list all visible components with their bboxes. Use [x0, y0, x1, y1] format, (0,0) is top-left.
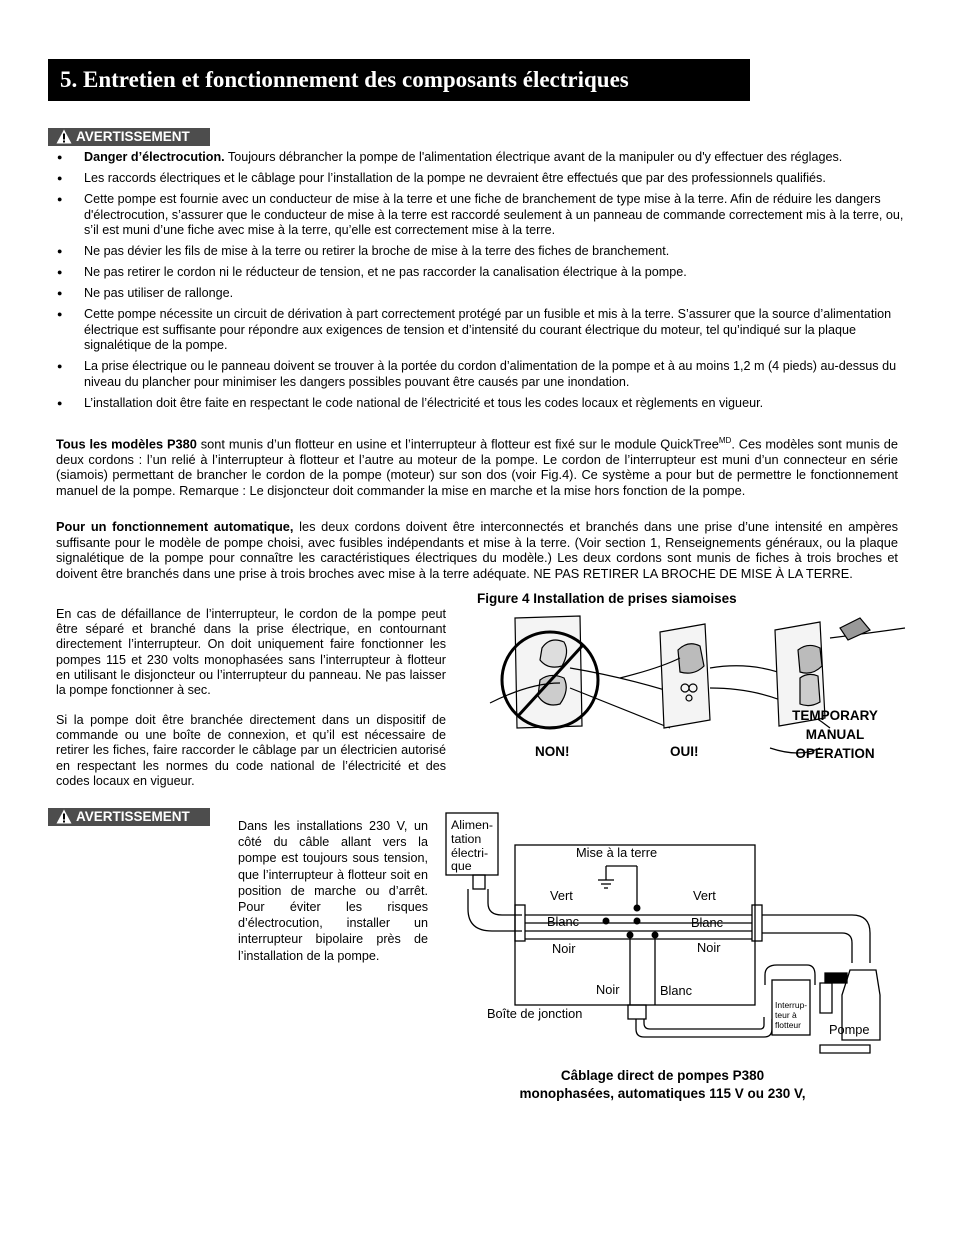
wire-label-blanc-bottom: Blanc: [660, 983, 693, 998]
list-item: ● La prise électrique ou le panneau doivent se trouver à la portée du cordon d’alimentation de la pompe et à au moins 1,2 m (4 pieds) au-dessus du niveau du plancher pour minimiser les dangers possibles pouvant être causés par une inondation.: [57, 359, 907, 390]
list-item: ● L’installation doit être faite en respectant le code national de l’électricité et tous les codes locaux et règlements en vigueur.: [57, 396, 907, 412]
wire-label-vert-left: Vert: [550, 888, 573, 903]
paragraph-automatic: Pour un fonctionnement automatique, les deux cordons doivent être interconnectés et branchés dans une prise d’une intensité en ampères suffisante pour le modèle de pompe choisi, avec fusibles indépendants et mise à la terre. (Voir section 1, Renseignements généraux, ou la plaque signalétique de la pompe pour connaître les caractéristiques électriques du modèle.) Les deux cordons sont munis de fiches à trois broches et doivent être branchés dans une prise à trois broches avec mise à la terre adéquate. NE PAS RETIRER LA BROCHE DE MISE À LA TERRE.: [56, 519, 898, 581]
float-switch-label: Interrup- teur à flotteur: [775, 1000, 808, 1030]
warning-badge: [48, 808, 210, 826]
warning-badge: [48, 128, 210, 146]
list-item: ● Les raccords électriques et le câblage pour l’installation de la pompe ne devraient être effectués que par des professionnels qualifiés.: [57, 171, 907, 187]
section-title: 5. Entretien et fonctionnement des composants électriques: [48, 59, 750, 101]
list-item: ● Cette pompe nécessite un circuit de dérivation à part correctement protégé par un fusible et mis à la terre. S’assurer que la source d’alimentation électrique est suffisante pour répondre aux exigences de tension et d’intensité du courant électrique du moteur, tel qu’indiqué sur la plaque signalétique de la pompe.: [57, 307, 907, 354]
power-supply-label: Alimen- tation électri- que: [451, 818, 493, 874]
figure-title: Figure 4 Installation de prises siamoises: [477, 591, 737, 606]
list-item: ● Danger d’électrocution. Toujours débrancher la pompe de l'alimentation électrique avant de la manipuler ou d'y effectuer des réglages.: [57, 150, 907, 166]
label-temporary-manual-operation: TEMPORARY MANUAL OPERATION: [792, 708, 878, 761]
wire-label-blanc-left: Blanc: [547, 914, 580, 929]
paragraph-direct: Si la pompe doit être branchée directement dans un dispositif de commande ou une boîte de connexion, et qu’il est nécessaire de retirer les fiches, faire raccorder le câblage par un électricien autorisé en respectant les normes du code national de l’électricité et des codes locaux en vigueur.: [56, 713, 446, 788]
paragraph-230v: Dans les installations 230 V, un côté du câble allant vers la pompe est toujours sous tension, que l’interrupteur à flotteur soit en position de marche ou d’arrêt. Pour éviter les risques d’électrocution, installer un interrupteur bipolaire près de l’installation de la pompe.: [238, 819, 428, 963]
label-oui: OUI!: [670, 744, 699, 759]
list-item: ● Ne pas retirer le cordon ni le réducteur de tension, et ne pas raccorder la canalisation électrique à la pompe.: [57, 265, 907, 281]
warning-triangle-icon: [56, 809, 72, 824]
warning-list: [57, 150, 907, 417]
junction-box-label: Boîte de jonction: [487, 1006, 583, 1021]
label-non: NON!: [535, 744, 570, 759]
wire-label-noir-bottom: Noir: [596, 982, 620, 997]
list-item: ● Cette pompe est fournie avec un conducteur de mise à la terre et une fiche de branchement de type mise à la terre. Afin de réduire les dangers d'électrocution, s’assurer que le conducteur de mise à la terre est raccordé seulement à un panneau de commande correctement mis à la terre, ou, s’il est muni d’une fiche avec mise à la terre, qu’elle est correctement mise à la terre.: [57, 192, 907, 239]
warning-label: AVERTISSEMENT: [76, 809, 190, 824]
wire-label-blanc-right: Blanc: [691, 915, 724, 930]
wire-label-noir-right: Noir: [697, 940, 721, 955]
warning-label: AVERTISSEMENT: [76, 129, 190, 144]
wire-label-noir-left: Noir: [552, 941, 576, 956]
list-item: ● Ne pas dévier les fils de mise à la terre ou retirer la broche de mise à la terre des fiches de branchement.: [57, 244, 907, 260]
list-item: ● Ne pas utiliser de rallonge.: [57, 286, 907, 302]
ground-label: Mise à la terre: [576, 845, 658, 860]
wiring-caption: Câblage direct de pompes P380 monophasées, automatiques 115 V ou 230 V,: [519, 1068, 806, 1101]
paragraph-failure: En cas de défaillance de l’interrupteur, le cordon de la pompe peut être séparé et branché dans la prise électrique, en contournant directement l’interrupteur. On doit uniquement faire fonctionner les pompes 115 et 230 volts monophasées sans l’interrupteur à flotteur en utilisant le disjoncteur ou l’interrupteur du panneau. Ne pas laisser la pompe fonctionner à sec.: [56, 607, 446, 698]
wire-label-vert-right: Vert: [693, 888, 716, 903]
warning-triangle-icon: [56, 129, 72, 144]
pump-label: Pompe: [829, 1022, 870, 1037]
paragraph-models: Tous les modèles P380 sont munis d’un flotteur en usine et l’interrupteur à flotteur est fixé sur le module QuickTree$^{MD}$. Ces modèles sont munis de deux cordons : l’un relié à l’interrupteur à flotteur et l’autre au moteur de la pompe. Le cordon de l’interrupteur est muni d’un connecteur en série (siamois) permettant de brancher le cordon de la pompe (moteur) sur son dos (voir Fig.4). Ce système a pour but de permettre le fonctionnement manuel de la pompe. Remarque : Le disjoncteur doit commander la mise en marche et la mise hors fonction de la pompe.: [56, 436, 898, 499]
